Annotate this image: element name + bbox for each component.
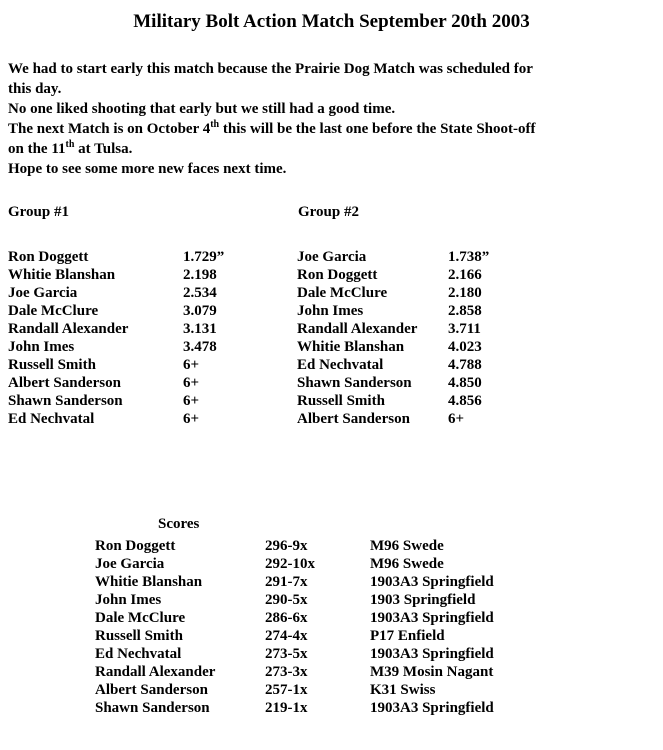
score-row <box>95 537 655 555</box>
group-row <box>297 374 547 392</box>
group-row-name: Ron Doggett <box>297 267 378 283</box>
group-row-name: Whitie Blanshan <box>8 267 116 283</box>
group-row <box>297 410 547 428</box>
intro-line-6: Hope to see some more new faces next time. <box>8 161 287 177</box>
group1-table <box>8 248 290 428</box>
score-row-rifle: 1903A3 Springfield <box>370 574 494 590</box>
score-row <box>95 699 655 717</box>
group-row <box>8 410 290 428</box>
group-row-size: 3.079 <box>183 303 217 319</box>
group-row-name: Randall Alexander <box>8 321 129 337</box>
group-row <box>8 302 290 320</box>
group2-table <box>297 248 547 428</box>
score-row-name: Shawn Sanderson <box>95 700 210 716</box>
group-row-name: Ron Doggett <box>8 249 89 265</box>
ordinal-superscript: th <box>210 119 220 130</box>
page-title: Military Bolt Action Match September 20th 2003 <box>133 11 530 32</box>
score-row <box>95 681 655 699</box>
group-row <box>297 284 547 302</box>
score-row-rifle: P17 Enfield <box>370 628 445 644</box>
group-row <box>297 320 547 338</box>
group-row-size: 4.023 <box>448 339 482 355</box>
group-row <box>8 338 290 356</box>
score-row <box>95 555 655 573</box>
score-row-name: Ron Doggett <box>95 538 176 554</box>
group-row-name: Albert Sanderson <box>297 411 410 427</box>
group-row-name: Randall Alexander <box>297 321 418 337</box>
group-row-size: 3.131 <box>183 321 217 337</box>
score-row-rifle: 1903 Springfield <box>370 592 476 608</box>
group-row-name: Ed Nechvatal <box>297 357 384 373</box>
group-row <box>8 356 290 374</box>
group-row-name: Dale McClure <box>297 285 388 301</box>
scores-table <box>95 537 655 717</box>
group-row-name: Dale McClure <box>8 303 99 319</box>
group-row <box>8 374 290 392</box>
group-row <box>297 392 547 410</box>
scores-heading: Scores <box>158 516 200 532</box>
group-row-name: John Imes <box>8 339 75 355</box>
score-row-score: 219-1x <box>265 700 308 716</box>
group-row-size: 2.166 <box>448 267 482 283</box>
score-row-score: 257-1x <box>265 682 308 698</box>
score-row-rifle: 1903A3 Springfield <box>370 610 494 626</box>
group-row-size: 6+ <box>183 375 200 391</box>
score-row <box>95 591 655 609</box>
score-row-score: 290-5x <box>265 592 308 608</box>
group-row-name: Joe Garcia <box>297 249 367 265</box>
score-row <box>95 573 655 591</box>
score-row-score: 274-4x <box>265 628 308 644</box>
group-row-name: Shawn Sanderson <box>297 375 412 391</box>
score-row-score: 286-6x <box>265 610 308 626</box>
group-row-size: 1.738” <box>448 249 490 265</box>
score-row-rifle: M96 Swede <box>370 538 444 554</box>
score-row <box>95 663 655 681</box>
intro-line-5-text-cont: at Tulsa. <box>74 141 133 157</box>
intro-line-5-text: on the 11 <box>8 141 66 157</box>
score-row-name: Whitie Blanshan <box>95 574 203 590</box>
intro-line-2: this day. <box>8 81 62 97</box>
group-row <box>297 266 547 284</box>
group-row-size: 4.856 <box>448 393 482 409</box>
score-row <box>95 609 655 627</box>
group-row <box>297 302 547 320</box>
group-row-name: Joe Garcia <box>8 285 78 301</box>
group-row <box>8 248 290 266</box>
score-row-score: 292-10x <box>265 556 315 572</box>
group-row-name: Shawn Sanderson <box>8 393 123 409</box>
group-row-name: Ed Nechvatal <box>8 411 95 427</box>
score-row-score: 291-7x <box>265 574 308 590</box>
score-row-rifle: K31 Swiss <box>370 682 436 698</box>
group-row <box>8 320 290 338</box>
group-row-name: Whitie Blanshan <box>297 339 405 355</box>
group-row-size: 2.534 <box>183 285 217 301</box>
group-row-size: 3.478 <box>183 339 217 355</box>
intro-line-4-text-cont: this will be the last one before the State Shoot-off <box>219 121 536 137</box>
group-row-size: 6+ <box>183 357 200 373</box>
group-row-name: John Imes <box>297 303 364 319</box>
score-row-name: Russell Smith <box>95 628 183 644</box>
score-row-name: Ed Nechvatal <box>95 646 182 662</box>
score-row <box>95 627 655 645</box>
group-row <box>297 248 547 266</box>
score-row-rifle: M39 Mosin Nagant <box>370 664 494 680</box>
group-row-size: 2.198 <box>183 267 217 283</box>
score-row <box>95 645 655 663</box>
group-row-size: 4.850 <box>448 375 482 391</box>
score-row-name: Randall Alexander <box>95 664 216 680</box>
score-row-rifle: M96 Swede <box>370 556 444 572</box>
group-row <box>297 356 547 374</box>
group1-heading: Group #1 <box>8 204 69 220</box>
intro-line-4 <box>8 119 656 139</box>
group-row <box>8 284 290 302</box>
group-row <box>8 266 290 284</box>
group-row-name: Russell Smith <box>8 357 96 373</box>
score-row-name: Albert Sanderson <box>95 682 208 698</box>
group-row-name: Russell Smith <box>297 393 385 409</box>
group-row-size: 3.711 <box>448 321 481 337</box>
ordinal-superscript: th <box>65 139 75 150</box>
group2-heading: Group #2 <box>298 204 359 220</box>
intro-line-5 <box>8 139 656 159</box>
score-row-score: 273-3x <box>265 664 308 680</box>
group-row-size: 4.788 <box>448 357 482 373</box>
score-row-name: John Imes <box>95 592 162 608</box>
group-row-size: 6+ <box>183 411 200 427</box>
score-row-rifle: 1903A3 Springfield <box>370 646 494 662</box>
group-row-size: 2.180 <box>448 285 482 301</box>
group-row-name: Albert Sanderson <box>8 375 121 391</box>
score-row-name: Joe Garcia <box>95 556 165 572</box>
intro-paragraph <box>8 59 656 179</box>
intro-line-4-text: The next Match is on October 4 <box>8 121 211 137</box>
score-row-rifle: 1903A3 Springfield <box>370 700 494 716</box>
group-row-size: 2.858 <box>448 303 482 319</box>
intro-line-3: No one liked shooting that early but we still had a good time. <box>8 101 396 117</box>
score-row-score: 273-5x <box>265 646 308 662</box>
score-row-name: Dale McClure <box>95 610 186 626</box>
score-row-score: 296-9x <box>265 538 308 554</box>
group-row-size: 6+ <box>183 393 200 409</box>
group-row-size: 1.729” <box>183 249 225 265</box>
group-row <box>8 392 290 410</box>
group-row-size: 6+ <box>448 411 465 427</box>
intro-line-1: We had to start early this match because the Prairie Dog Match was scheduled for <box>8 61 533 77</box>
group-row <box>297 338 547 356</box>
